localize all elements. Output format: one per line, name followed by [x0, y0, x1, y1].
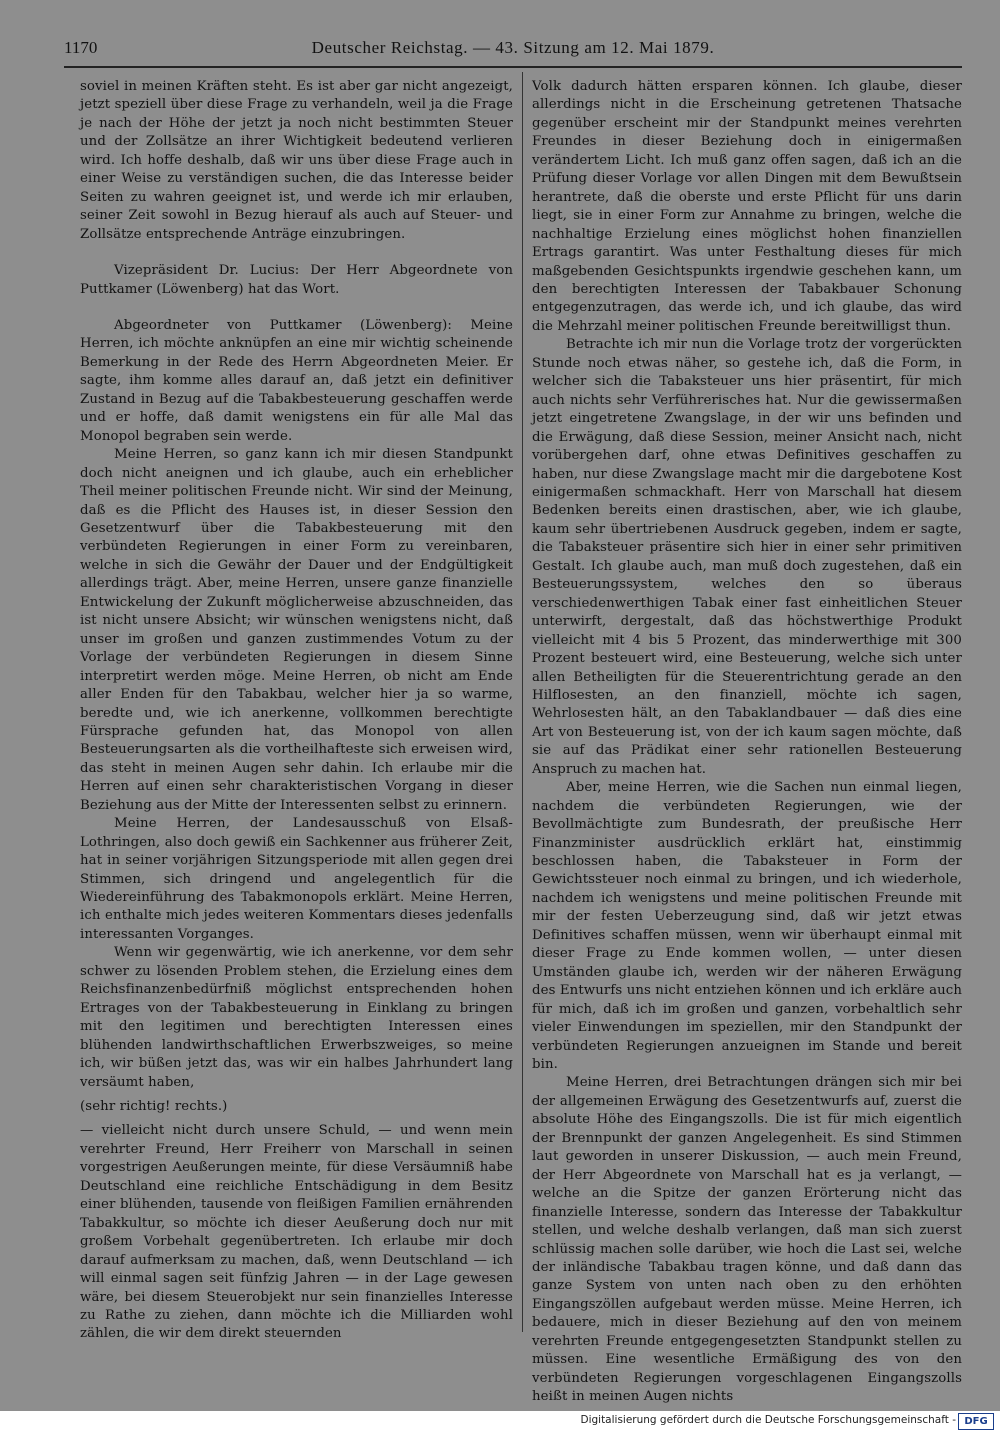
paragraph: Wenn wir gegenwärtig, wie ich anerkenne, vor dem sehr schwer zu lösenden Problem stehen, die Erzielung eines dem Reichsfinanzenbedürfniß möglichst entsprechenden hohen Ertrages von der Tabakbesteuerung in Einklang zu bringen mit den legitimen und berechtigten Interessen eines blühenden landwirthschaftlichen Erwerbszweiges, so meine ich, wir büßen jetzt das, was wir ein halbes Jahrhundert lang versäumt haben, [80, 945, 513, 1090]
left-column [80, 78, 513, 1344]
paragraph-speaker-lucius: Vizepräsident Dr. Lucius: Der Herr Abgeordnete von Puttkamer (Löwenberg) hat das Wort. [80, 263, 513, 297]
dfg-logo: DFG [958, 1413, 994, 1430]
paragraph: Betrachte ich mir nun die Vorlage trotz der vorgerückten Stunde noch etwas näher, so gestehe ich, daß die Form, in welcher sich die Tabaksteuer uns hier präsentirt, für mich auch nichts sehr Verführerisches hat. Nur die gewissermaßen jetzt eingetretene Zwangslage, in der wir uns befinden und die Erwägung, daß diese Session, meiner Ansicht nach, nicht vorübergehen darf, ohne etwas Definitives geschaffen zu haben, nur diese Zwangslage macht mir die dargebotene Kost einigermaßen schmackhaft. Herr von Marschall hat diesem Bedenken bereits einen drastischen, aber, wie ich glaube, kaum sehr übertriebenen Ausdruck gegeben, indem er sagte, die Tabaksteuer präsentire sich hier in einer sehr primitiven Gestalt. Ich glaube auch, man muß doch zugestehen, daß ein Besteuerungssystem, welches den so überaus verschiedenwerthigen Tabak einer fast einheitlichen Steuer unterwirft, dergestalt, daß das höchstwerthige Produkt vielleicht mit 4 bis 5 Prozent, das minderwerthige mit 300 Prozent besteuert wird, eine Besteuerung, welche sich unter allen Betheiligten für die Steuerentrichtung gerade an den Hilflosesten, an den finanziell, möchte ich sagen, Wehrlosesten hält, an den Tabaklandbauer — daß dies eine Art von Besteuerung ist, von der ich kaum sagen möchte, daß sie auf das Prädikat einer sehr rationellen Besteuerung Anspruch zu machen hat. [532, 337, 962, 777]
footer-bar [0, 1411, 1000, 1432]
paragraph: Aber, meine Herren, wie die Sachen nun einmal liegen, nachdem die verbündeten Regierungen, wie der Bevollmächtigte zum Bundesrath, der preußische Herr Finanzminister ausdrücklich erklärt hat, einstimmig beschlossen haben, die Tabaksteuer in Form der Gewichtssteuer noch einmal zu bringen, und ich wiederhole, nachdem ich wenigstens und meine politischen Freunde mit mir der festen Ueberzeugung sind, daß wir jetzt etwas Definitives schaffen müssen, wenn wir überhaupt einmal mit dieser Frage zu Ende kommen wollen, — unter diesen Umständen glaube ich, werden wir der näheren Erwägung des Entwurfs uns nicht entziehen können und ich erkläre auch für mich, daß ich im großen und ganzen, vorbehaltlich sehr vieler Einwendungen im speziellen, mir den Standpunkt der verbündeten Regierungen anzueignen im Stande und bereit bin. [532, 780, 962, 1073]
paragraph: — vielleicht nicht durch unsere Schuld, — und wenn mein verehrter Freund, Herr Freiherr von Marschall in seinen vorgestrigen Aeußerungen meinte, für diese Versäumniß habe Deutschland eine reichliche Entschädigung in dem Besitz einer blühenden, tausende von fleißigen Familien ernährenden Tabakkultur, so möchte ich dieser Aeußerung doch nur mit großem Vorbehalt gegenübertreten. Ich erlaube mir doch darauf aufmerksam zu machen, daß, wenn Deutschland — ich will einmal sagen seit fünfzig Jahren — in der Lage gewesen wäre, bei diesem Steuerobjekt nur sein finanzielles Interesse zu Rathe zu ziehen, dann möchte ich die Milliarden wohl zählen, die wir dem direkt steuernden [80, 1123, 513, 1342]
right-column [532, 78, 962, 1407]
page-number: 1170 [64, 38, 98, 57]
paragraph: Meine Herren, der Landesausschuß von Elsaß-Lothringen, also doch gewiß ein Sachkenner aus früherer Zeit, hat in seiner vorjährigen Sitzungsperiode mit allen gegen drei Stimmen, sich dringend und angelegentlich für die Wiedereinführung des Tabakmonopols erklärt. Meine Herren, ich enthalte mich jedes weiteren Kommentars dieses jedenfalls interessanten Vorganges. [80, 816, 513, 942]
paragraph-speaker-puttkamer: Abgeordneter von Puttkamer (Löwenberg): Meine Herren, ich möchte anknüpfen an eine mir wichtig scheinende Bemerkung in der Rede des Herrn Abgeordneten Meier. Er sagte, ihm komme alles darauf an, daß jetzt ein definitiver Zustand in Bezug auf die Tabakbesteuerung geschaffen werde und er hoffe, daß damit wenigstens ein für alle Mal das Monopol begraben sein werde. [80, 317, 513, 444]
interjection: (sehr richtig! rechts.) [80, 1099, 228, 1115]
footer-credit: Digitalisierung gefördert durch die Deutsche Forschungsgemeinschaft - [580, 1414, 956, 1426]
paragraph: Meine Herren, so ganz kann ich mir diesen Standpunkt doch nicht aneignen und ich glaube, auch ein erheblicher Theil meiner politischen Freunde nicht. Wir sind der Meinung, daß es die Pflicht des Hauses ist, in dieser Session den Gesetzentwurf über die Tabakbesteuerung mit den verbündeten Regierungen in einer Form zu vereinbaren, welche in sich die Gewähr der Dauer und der Endgültigkeit allerdings trägt. Aber, meine Herren, unsere ganze finanzielle Entwickelung der Zukunft möglicherweise abzuschneiden, das ist nicht unsere Absicht; wir wünschen wenigstens nicht, daß unser im großen und ganzen zustimmendes Votum zu der Vorlage der verbündeten Regierungen in diesem Sinne interpretirt werden möge. Meine Herren, ob nicht am Ende aller Enden für den Tabakbau, welcher hier ja so warme, beredte und, wie ich anerkenne, vollkommen berechtigte Fürsprache gefunden hat, das Monopol von allen Besteuerungsarten als die vortheilhafteste sich erweisen wird, das steht in meinen Augen sehr dahin. Ich erlaube mir die Herren auf einen sehr charakteristischen Vorgang in dieser Beziehung aus der Mitte der Interessenten selbst zu erinnern. [80, 447, 513, 813]
paragraph: Volk dadurch hätten ersparen können. Ich glaube, dieser allerdings nicht in die Erscheinung getretenen Thatsache gegenüber erscheint mir der Standpunkt meines verehrten Freundes in dieser Beziehung doch in einigermaßen verändertem Licht. Ich muß ganz offen sagen, daß ich an die Prüfung dieser Vorlage vor allen Dingen mit dem Bewußtsein herantrete, daß die oberste und erste Pflicht für uns darin liegt, sie in einer Form zur Annahme zu bringen, welche die nachhaltige Erzielung eines möglichst hohen finanziellen Ertrags garantirt. Was unter Festhaltung dieses für mich maßgebenden Gesichtspunkts irgendwie geschehen kann, um den berechtigten Interessen der Tabakbauer Schonung entgegenzutragen, das werde ich, und ich glaube, das wird die Mehrzahl meiner politischen Freunde bereitwilligst thun. [532, 79, 962, 334]
running-title: Deutscher Reichstag. — 43. Sitzung am 12. Mai 1879. [311, 38, 715, 57]
paragraph: soviel in meinen Kräften steht. Es ist aber gar nicht angezeigt, jetzt speziell über diese Frage zu verhandeln, weil ja die Frage je nach der Höhe der jetzt ja noch nicht bestimmten Steuer und der Zollsätze an ihrer Wichtigkeit bedeutend verlieren wird. Ich hoffe deshalb, daß wir uns über diese Frage auch in einer Weise zu verständigen suchen, die das Interesse beider Seiten zu wahren geeignet ist, und werde ich mir erlauben, seiner Zeit sowohl in Bezug hierauf als auch auf Steuer- und Zollsätze entsprechende Anträge einzubringen. [80, 79, 513, 242]
column-divider [522, 72, 523, 1332]
paragraph: Meine Herren, drei Betrachtungen drängen sich mir bei der allgemeinen Erwägung des Gesetzentwurfs auf, zuerst die absolute Höhe des Eingangszolls. Die ist für mich eigentlich der Brennpunkt der ganzen Angelegenheit. Es sind Stimmen laut geworden in unserer Diskussion, — auch mein Freund, der Herr Abgeordnete von Marschall hat es ja verlangt, — welche an die Spitze der ganzen Erörterung nicht das finanzielle Interesse, sondern das Interesse der Tabakkultur stellen, und welche deshalb verlangen, daß man sich zuerst schlüssig machen solle darüber, wie hoch die Last sei, welche der inländische Tabakbau tragen könne, und daß dann das ganze System von unten nach oben zu den erhöhten Eingangszöllen aufgebaut werden müsse. Meine Herren, ich bedauere, mich in dieser Beziehung auf den von meinem verehrten Freunde entgegengesetzten Standpunkt stellen zu müssen. Eine wesentliche Ermäßigung des von den verbündeten Regierungen vorgeschlagenen Eingangszolls heißt in meinen Augen nichts [532, 1075, 962, 1405]
page-header [64, 38, 962, 68]
